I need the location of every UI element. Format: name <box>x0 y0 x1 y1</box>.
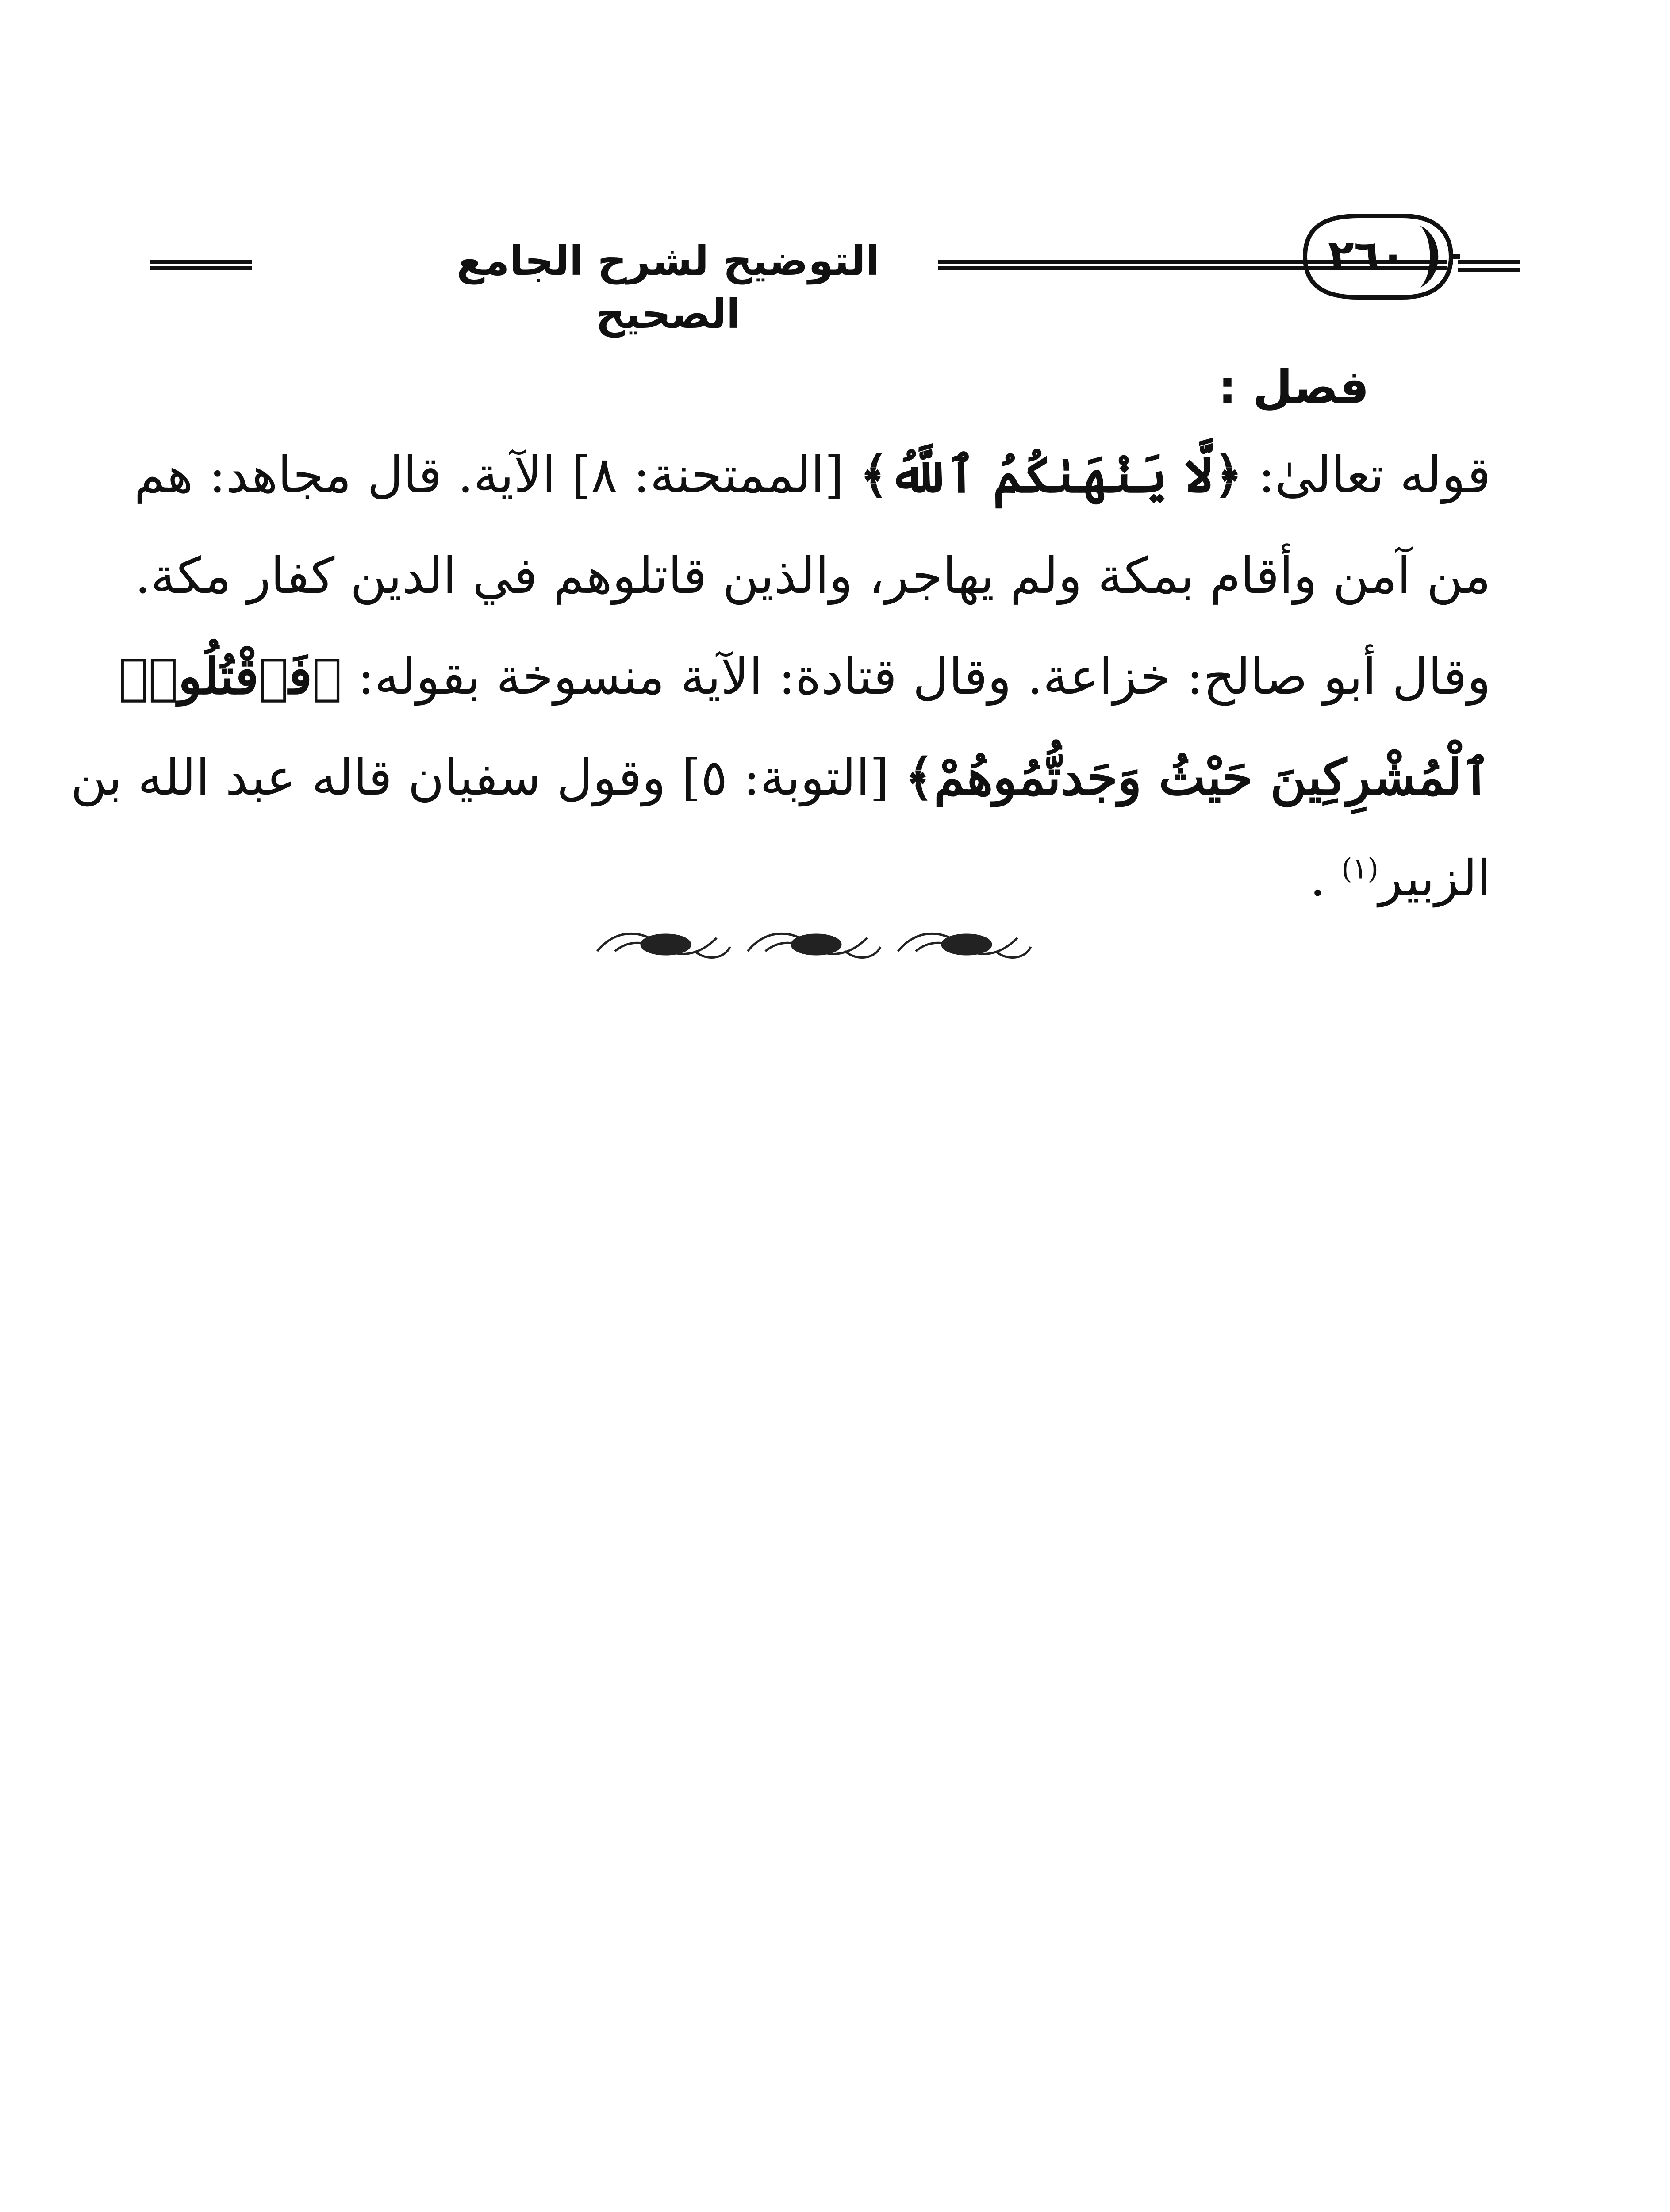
running-header <box>150 208 1522 338</box>
body-text-segment: من آمن وأقام بمكة ولم يهاجر، والذين قاتلوهم في الدين كفار مكة. <box>134 547 1491 605</box>
body-line <box>134 425 1491 526</box>
running-title: التوضيح لشرح الجامع الصحيح <box>456 237 880 338</box>
body-text-segment: وقال أبو صالح: خزاعة. وقال قتادة: الآية منسوخة بقوله: <box>342 648 1491 706</box>
body-text-segment: [الممتحنة: ٨] الآية. قال مجاهد: هم <box>134 446 860 504</box>
body-line <box>134 526 1491 626</box>
page-number: ٢٦٠ <box>1328 231 1406 280</box>
section-end-ornament <box>588 920 1035 969</box>
body-paragraph <box>70 425 1491 929</box>
body-line <box>119 626 1491 727</box>
quran-quote: ٱلْمُشْرِكِينَ حَيْثُ وَجَدتُّمُوهُمْ﴾ <box>905 749 1491 806</box>
header-rule-right-2 <box>1458 268 1520 272</box>
body-line <box>70 727 1491 828</box>
body-text-segment: قوله تعالىٰ: <box>1242 446 1491 504</box>
footnote-reference[interactable]: (١) <box>1341 853 1379 886</box>
body-text-segment: الزبير <box>1378 850 1491 907</box>
body-text-segment: [التوبة: ٥] وقول سفيان قاله عبد الله بن <box>70 749 905 806</box>
body-line <box>159 828 1491 929</box>
quran-quote: ﴿لَّا يَنْهَىٰكُمُ ٱللَّهُ﴾ <box>860 446 1243 504</box>
header-rule-right <box>1458 260 1520 264</box>
body-text-segment: . <box>1309 850 1341 907</box>
section-heading: فصل : <box>1218 360 1369 414</box>
header-rule-left <box>150 260 252 270</box>
quran-quote: ﴿فَٱقْتُلُوا۟ <box>119 648 342 706</box>
